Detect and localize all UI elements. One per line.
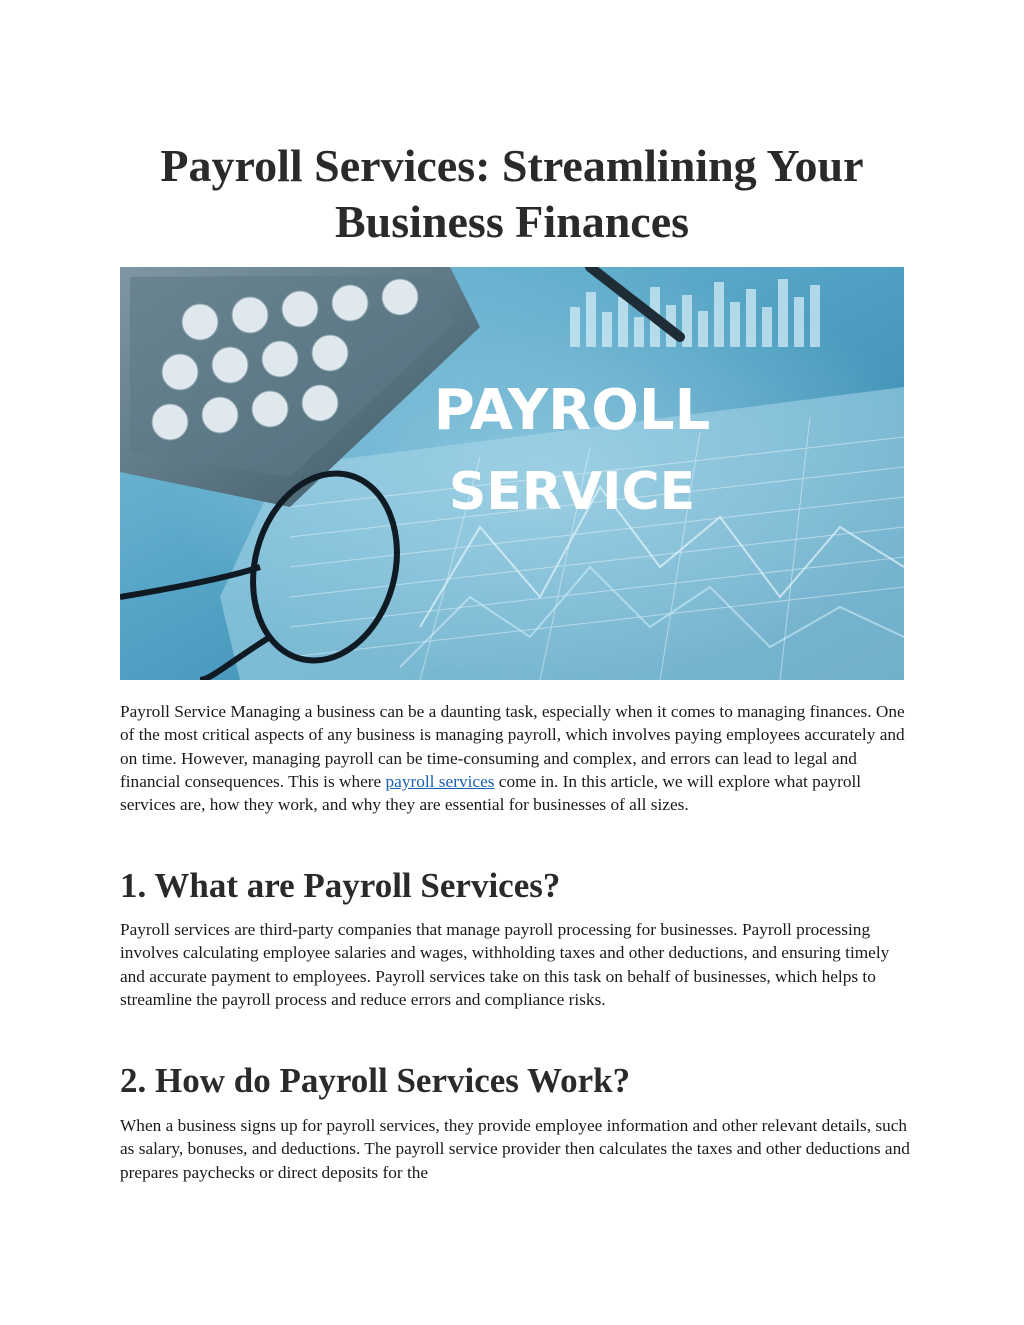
section-2-heading: 2. How do Payroll Services Work? [120, 1061, 631, 1100]
article-title: Payroll Services: Streamlining Your Business Finances [160, 140, 864, 247]
intro-paragraph [120, 700, 910, 816]
intro-text-before-link: Payroll Service Managing a business can be a daunting task, especially when it comes to managing finances. One of the most critical aspects of any business is managing payroll, which involves paying employees accurately and on time. However, managing payroll can be time-consuming and complex, and errors can lead to legal and financial consequences. This is where [120, 702, 905, 791]
section-1-heading: 1. What are Payroll Services? [120, 866, 561, 905]
section-1-body: Payroll services are third-party companies that manage payroll processing for businesses. Payroll processing involves calculating employee salaries and wages, withholding taxes and other deductions, and ensuring timely and accurate payment to employees. Payroll services take on this task on behalf of businesses, which helps to streamline the payroll process and reduce errors and compliance risks. [120, 920, 890, 1009]
payroll-services-link[interactable]: payroll services [385, 771, 495, 791]
hero-image [120, 267, 904, 680]
hero-overlay-line1: PAYROLL [433, 378, 711, 443]
hero-overlay-line2: SERVICE [448, 462, 696, 522]
intro-text-after-link: come in. In this article, we will explore what payroll services are, how they work, and why they are essential for businesses of all sizes. [120, 771, 862, 815]
section-2-body: When a business signs up for payroll services, they provide employee information and other relevant details, such as salary, bonuses, and deductions. The payroll service provider then calculates the taxes and other deductions and prepares paychecks or direct deposits for the [120, 1116, 910, 1182]
